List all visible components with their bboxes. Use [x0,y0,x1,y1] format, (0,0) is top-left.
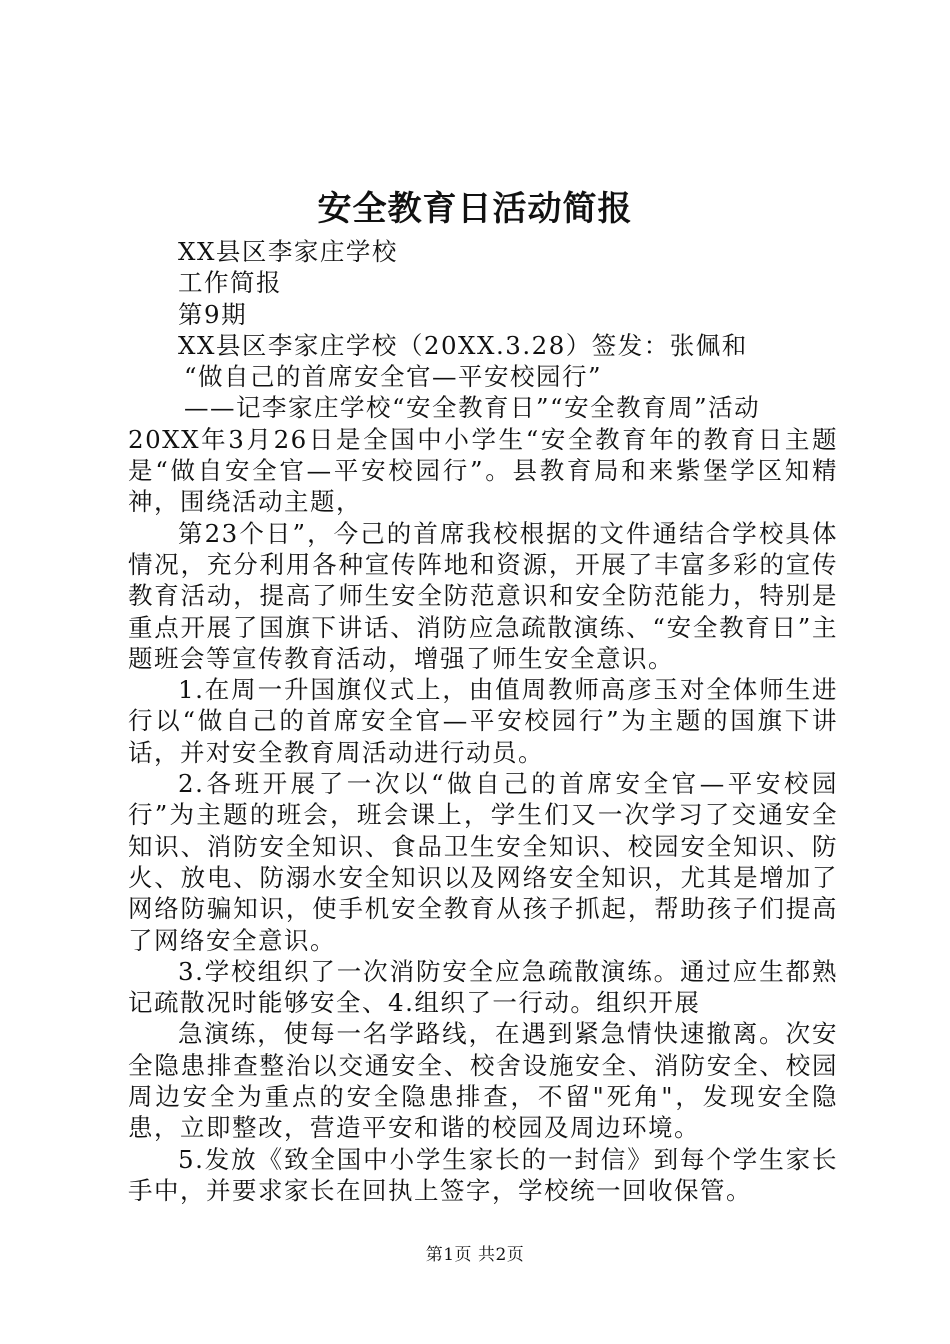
paragraph: 第23个日”，今己的首席我校根据的文件通结合学校具体情况，充分利用各种宣传阵地和资源，开展了丰富多彩的宣传教育活动，提高了师生安全防范意识和安全防范能力，特别是重点开展了国旗下讲话、消防应急疏散演练、“安全教育日”主题班会等宣传教育活动，增强了师生安全意识。 [128,518,838,673]
page-footer: 第1页 共2页 [425,1245,525,1265]
issue-number-line: 第9期 [178,299,248,329]
school-name-line: XX县区李家庄学校 [178,237,398,266]
list-item: 1.在周一升国旗仪式上，由值周教师高彦玉对全体师生进行以“做自己的首席安全官—平安校园行”为主题的国旗下讲话，并对安全教育周活动进行动员。 [128,675,838,767]
headline: “做自己的首席安全官—平安校园行” [184,362,603,392]
bulletin-type-line: 工作简报 [178,268,282,298]
paragraph: 急演练，使每一名学路线，在遇到紧急情快速撤离。次安全隐患排查整治以交通安全、校舍设施安全、消防安全、校园周边安全为重点的安全隐患排查，不留"死角"，发现安全隐患，立即整改，营造平安和谐的校园及周边环境。 [128,1019,838,1143]
document-body [128,236,838,1206]
list-item: 2.各班开展了一次以“做自己的首席安全官—平安校园行”为主题的班会，班会课上，学生们又一次学习了交通安全知识、消防安全知识、食品卫生安全知识、校园安全知识、防火、放电、防溺水安全知识以及网络安全知识，尤其是增加了网络防骗知识，使手机安全教育从孩子抓起，帮助孩子们提高了网络安全意识。 [128,769,838,955]
paragraph: 20XX年3月26日是全国中小学生“安全教育年的教育日主题是“做自安全官—平安校园行”。县教育局和来紫堡学区知精神，围绕活动主题， [128,424,838,517]
document-title: 安全教育日活动简报 [317,189,633,229]
issuer-line: XX县区李家庄学校（20XX.3.28）签发：张佩和 [178,330,748,360]
list-item: 3.学校组织了一次消防安全应急疏散演练。通过应生都熟记疏散况时能够安全、4.组织了一行动。组织开展 [128,956,838,1018]
list-item: 5.发放《致全国中小学生家长的一封信》到每个学生家长手中，并要求家长在回执上签字，学校统一回收保管。 [128,1144,838,1205]
subheadline: ——记李家庄学校“安全教育日”“安全教育周”活动 [184,393,761,423]
